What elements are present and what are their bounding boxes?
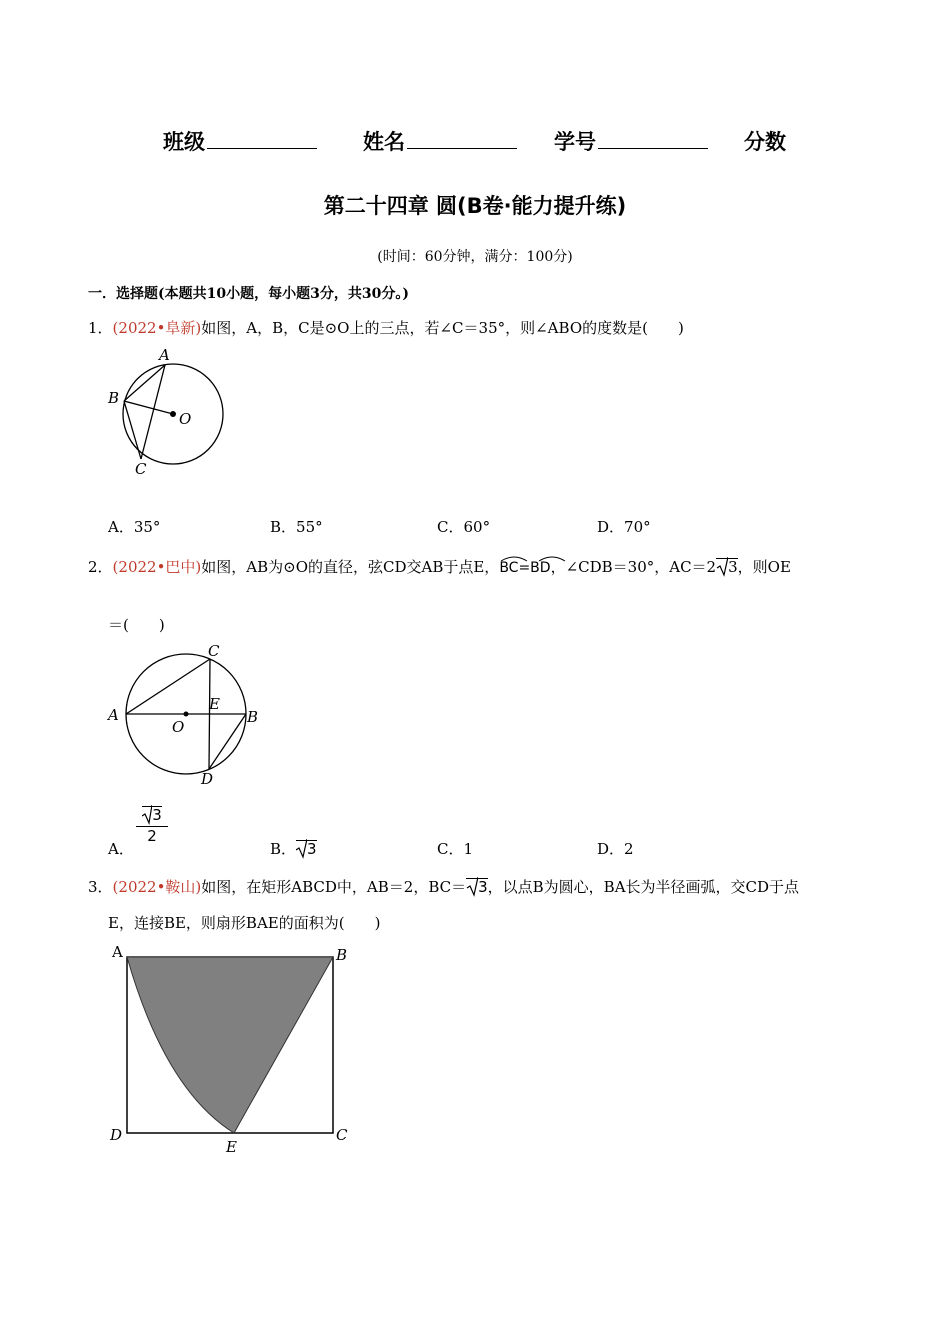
question-text-3: ，则OE xyxy=(737,558,791,576)
q2-label-b: B xyxy=(247,708,259,726)
q2-option-a-prefix: A． xyxy=(108,840,134,858)
student-id-field xyxy=(554,126,708,156)
sqrt-expression xyxy=(716,558,738,575)
sqrt-sign xyxy=(466,877,478,897)
q2-option-a[interactable] xyxy=(108,838,134,859)
question-text-2: ，以点B为圆心，BA长为半径画弧，交CD于点 xyxy=(487,878,800,896)
sqrt-expression xyxy=(296,840,317,857)
q1-option-b[interactable]: B．55° xyxy=(270,518,323,536)
q2-label-o: O xyxy=(172,718,185,736)
page-subtitle: (时间：60分钟，满分：100分) xyxy=(377,249,573,265)
q1-label-c: C xyxy=(135,460,147,478)
q1-option-d[interactable]: D．70° xyxy=(597,518,651,536)
sqrt-expression xyxy=(466,878,488,895)
score-label: 分数 xyxy=(744,130,786,154)
q2-option-a-fraction[interactable] xyxy=(136,806,168,845)
class-field xyxy=(163,126,317,156)
q1-label-o: O xyxy=(179,410,192,428)
sqrt-sign xyxy=(296,839,307,859)
q2-fraction-num-value: 3 xyxy=(152,806,162,824)
question-source: (2022•鞍山) xyxy=(112,878,202,896)
q2-fraction-denominator: 2 xyxy=(136,826,168,845)
question-number: 2． xyxy=(88,558,113,576)
sqrt-sign xyxy=(142,805,152,825)
q2-fraction-numerator xyxy=(142,806,162,823)
q3-label-e: E xyxy=(226,1138,237,1156)
question-2 xyxy=(88,556,791,577)
arc-expression xyxy=(499,560,550,576)
q2-circle-figure xyxy=(100,640,275,790)
class-label: 班级 xyxy=(163,130,205,154)
class-blank[interactable] xyxy=(207,128,317,149)
name-label: 姓名 xyxy=(363,130,405,154)
name-blank[interactable] xyxy=(407,128,517,149)
q3-label-c: C xyxy=(336,1126,348,1144)
q2-label-c: C xyxy=(208,642,220,660)
q2-option-b-radicand: 3 xyxy=(307,840,317,858)
q1-option-a[interactable]: A．35° xyxy=(108,518,161,536)
q1-label-a: A xyxy=(159,346,170,364)
sqrt-value: 3 xyxy=(478,878,488,896)
question-1 xyxy=(88,317,684,338)
q2-label-d: D xyxy=(201,770,214,788)
question-number: 1． xyxy=(88,319,113,337)
q2-option-d[interactable]: D．2 xyxy=(597,840,634,858)
question-text: 如图，A，B，C是⊙O上的三点，若∠C＝35°，则∠ABO的度数是( ) xyxy=(201,319,684,337)
q1-label-b: B xyxy=(108,389,120,407)
sqrt-sign xyxy=(716,557,728,577)
q3-rectangle-figure xyxy=(100,940,365,1160)
q2-option-b-prefix: B． xyxy=(270,840,297,858)
page-title: 第二十四章 圆(B卷·能力提升练) xyxy=(323,194,627,218)
student-id-label: 学号 xyxy=(554,130,596,154)
question-3-line-2: E，连接BE，则扇形BAE的面积为( ) xyxy=(108,914,381,932)
question-text-2: ，∠CDB＝30°，AC＝2 xyxy=(550,558,717,576)
q3-label-b: B xyxy=(336,946,348,964)
q1-option-c[interactable]: C．60° xyxy=(437,518,491,536)
question-3 xyxy=(88,876,799,897)
q3-label-a: A xyxy=(112,943,123,961)
question-source: (2022•阜新) xyxy=(112,319,202,337)
q3-label-d: D xyxy=(110,1126,123,1144)
q1-circle-figure xyxy=(100,343,240,478)
question-2-continuation: ＝( ) xyxy=(108,616,165,634)
question-number: 3． xyxy=(88,878,113,896)
arc-expression-text: BC=BD xyxy=(499,560,551,576)
arc-mark-1 xyxy=(499,554,529,562)
sqrt-value: 3 xyxy=(728,558,738,576)
q2-label-e: E xyxy=(209,695,220,713)
name-field xyxy=(363,126,517,156)
question-text: 如图，AB为⊙O的直径，弦CD交AB于点E， xyxy=(201,558,500,576)
arc-mark-2 xyxy=(537,554,567,562)
q2-option-c[interactable]: C．1 xyxy=(437,840,474,858)
student-id-blank[interactable] xyxy=(598,128,708,149)
q2-label-a: A xyxy=(108,706,119,724)
section-heading: 一．选择题(本题共10小题，每小题3分，共30分。) xyxy=(88,286,409,302)
question-source: (2022•巴中) xyxy=(112,558,202,576)
question-text: 如图，在矩形ABCD中，AB＝2，BC＝ xyxy=(201,878,467,896)
q2-option-b[interactable] xyxy=(270,838,317,859)
